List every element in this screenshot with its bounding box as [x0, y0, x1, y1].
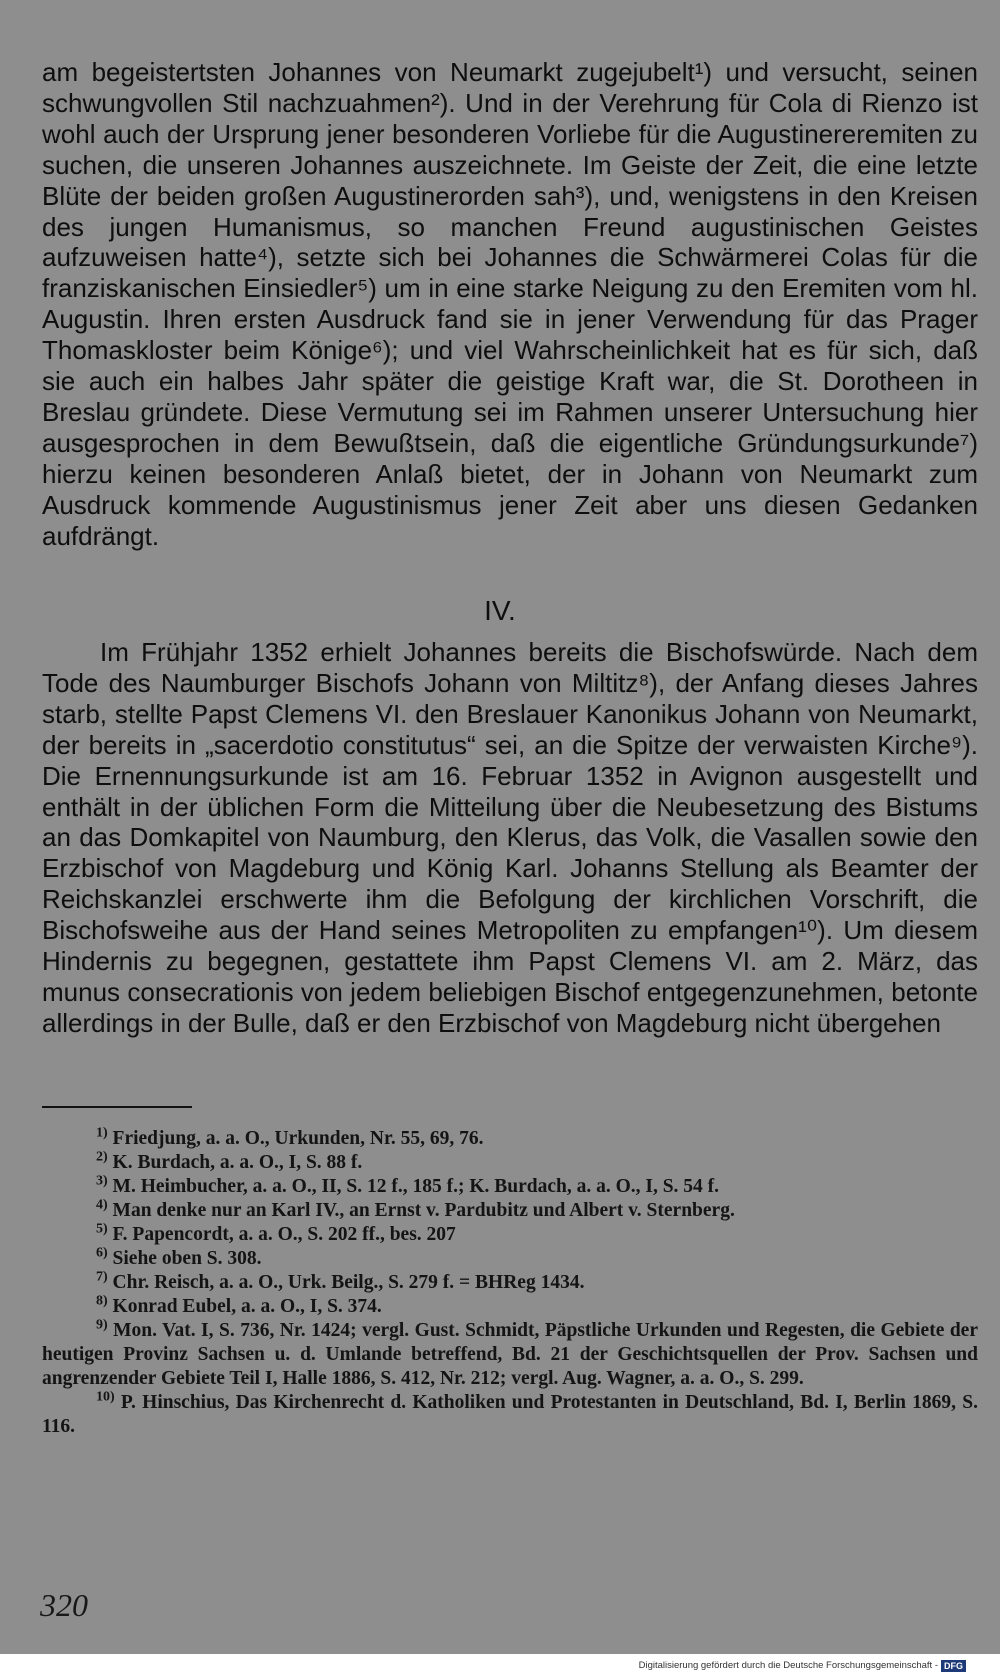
footnote-number: 1) — [96, 1125, 108, 1141]
section-heading: IV. — [484, 595, 516, 626]
footnote — [42, 1319, 978, 1391]
footnote-list — [42, 1127, 978, 1439]
footnote-number: 8) — [96, 1293, 108, 1309]
body-paragraph-2: Im Frühjahr 1352 erhielt Johannes bereits die Bischofswürde. Nach dem Tode des Naumburger Bischofs Johann von Miltitz⁸), der Anfang dieses Jahres starb, stellte Papst Clemens VI. den Breslauer Kanonikus Johann von Neumarkt, der bereits in „sacerdotio constitutus“ sei, an die Spitze der verwaisten Kirche⁹). Die Ernennungsurkunde ist am 16. Februar 1352 in Avignon ausgestellt und enthält in der üblichen Form die Mitteilung über die Neubesetzung des Bistums an das Domkapitel von Naumburg, den Klerus, das Volk, die Vasallen sowie den Erzbischof von Magdeburg und König Karl. Johanns Stellung als Beamter der Reichskanzlei erschwerte ihm die Befolgung der kirchlichen Vorschrift, die Bischofsweihe aus der Hand seines Metropoliten zu empfangen¹⁰). Um diesem Hindernis zu begegnen, gestattete ihm Papst Clemens VI. am 2. März, das munus consecrationis von jedem beliebigen Bischof entgegenzunehmen, betonte allerdings in der Bulle, daß er den Erzbischof von Magdeburg nicht übergehen — [42, 637, 978, 1038]
footnote-text: Friedjung, a. a. O., Urkunden, Nr. 55, 69, 76. — [112, 1128, 484, 1149]
footnote — [42, 1127, 978, 1151]
footnote-number: 9) — [96, 1317, 108, 1333]
footnote — [42, 1247, 978, 1271]
footnote-text: Mon. Vat. I, S. 736, Nr. 1424; vergl. Gust. Schmidt, Päpstliche Urkunden und Regesten, die Gebiete der heutigen Provinz Sachsen u. d. Umlande betreffend, Bd. 21 der Geschichtsquellen der Prov. Sachsen und angrenzender Gebiete Teil I, Halle 1886, S. 412, Nr. 212; vergl. Aug. Wagner, a. a. O., S. 299. — [42, 1320, 978, 1389]
footnote-number: 5) — [96, 1221, 108, 1237]
body-paragraph-1: am begeistertsten Johannes von Neumarkt zugejubelt¹) und versucht, seinen schwungvollen Stil nachzuahmen²). Und in der Verehrung für Cola di Rienzo ist wohl auch der Ursprung jener besonderen Vorliebe für die Augustinereremiten zu suchen, die unseren Johannes auszeichnete. Im Geiste der Zeit, die eine letzte Blüte der beiden großen Augustinerorden sah³), und, wenigstens in den Kreisen des jungen Humanismus, so manchen Freund augustinischen Geistes aufzuweisen hatte⁴), setzte sich bei Johannes die Schwärmerei Colas für die franziskanischen Einsiedler⁵) um in eine starke Neigung zu den Eremiten vom hl. Augustin. Ihren ersten Ausdruck fand sie in jener Verwendung für das Prager Thomaskloster beim Könige⁶); und viel Wahrscheinlichkeit hat es für sich, daß sie auch ein halbes Jahr später die geistige Kraft war, die St. Dorotheen in Breslau gründete. Diese Vermutung sei im Rahmen unserer Untersuchung hier ausgesprochen in dem Bewußtsein, daß die eigentliche Gründungsurkunde⁷) hierzu keinen besonderen Anlaß bietet, der in Johann von Neumarkt zum Ausdruck kommende Augustinismus jener Zeit aber uns diesen Gedanken aufdrängt. — [42, 57, 978, 551]
footnote — [42, 1271, 978, 1295]
dfg-logo: DFG — [941, 1660, 966, 1672]
footnote-text: K. Burdach, a. a. O., I, S. 88 f. — [112, 1152, 363, 1173]
footnote — [42, 1223, 978, 1247]
footnote-separator — [42, 1106, 192, 1108]
footnote-number: 2) — [96, 1149, 108, 1165]
footnote-number: 4) — [96, 1197, 108, 1213]
footnote-number: 7) — [96, 1269, 108, 1285]
footnote — [42, 1391, 978, 1439]
footnote-text: Man denke nur an Karl IV., an Ernst v. Pardubitz und Albert v. Sternberg. — [112, 1200, 735, 1221]
digitization-credit-line — [639, 1660, 966, 1672]
footnote-text: M. Heimbucher, a. a. O., II, S. 12 f., 185 f.; K. Burdach, a. a. O., I, S. 54 f. — [112, 1176, 720, 1197]
footnote — [42, 1175, 978, 1199]
footnote — [42, 1199, 978, 1223]
digitization-credit-text: Digitalisierung gefördert durch die Deutsche Forschungsgemeinschaft - — [638, 1660, 938, 1671]
footnote-text: Siehe oben S. 308. — [112, 1248, 262, 1269]
footnote — [42, 1151, 978, 1175]
page-number: 320 — [40, 1587, 88, 1623]
footnote-text: F. Papencordt, a. a. O., S. 202 ff., bes. 207 — [112, 1224, 456, 1245]
footnote-number: 3) — [96, 1173, 108, 1189]
footnote-text: Chr. Reisch, a. a. O., Urk. Beilg., S. 279 f. = BHReg 1434. — [112, 1272, 585, 1293]
footnote-number: 10) — [96, 1389, 115, 1405]
footnote — [42, 1295, 978, 1319]
footnote-text: Konrad Eubel, a. a. O., I, S. 374. — [112, 1296, 382, 1317]
footnote-text: P. Hinschius, Das Kirchenrecht d. Katholiken und Protestanten in Deutschland, Bd. I, Berlin 1869, S. 116. — [42, 1392, 979, 1437]
footnote-number: 6) — [96, 1245, 108, 1261]
